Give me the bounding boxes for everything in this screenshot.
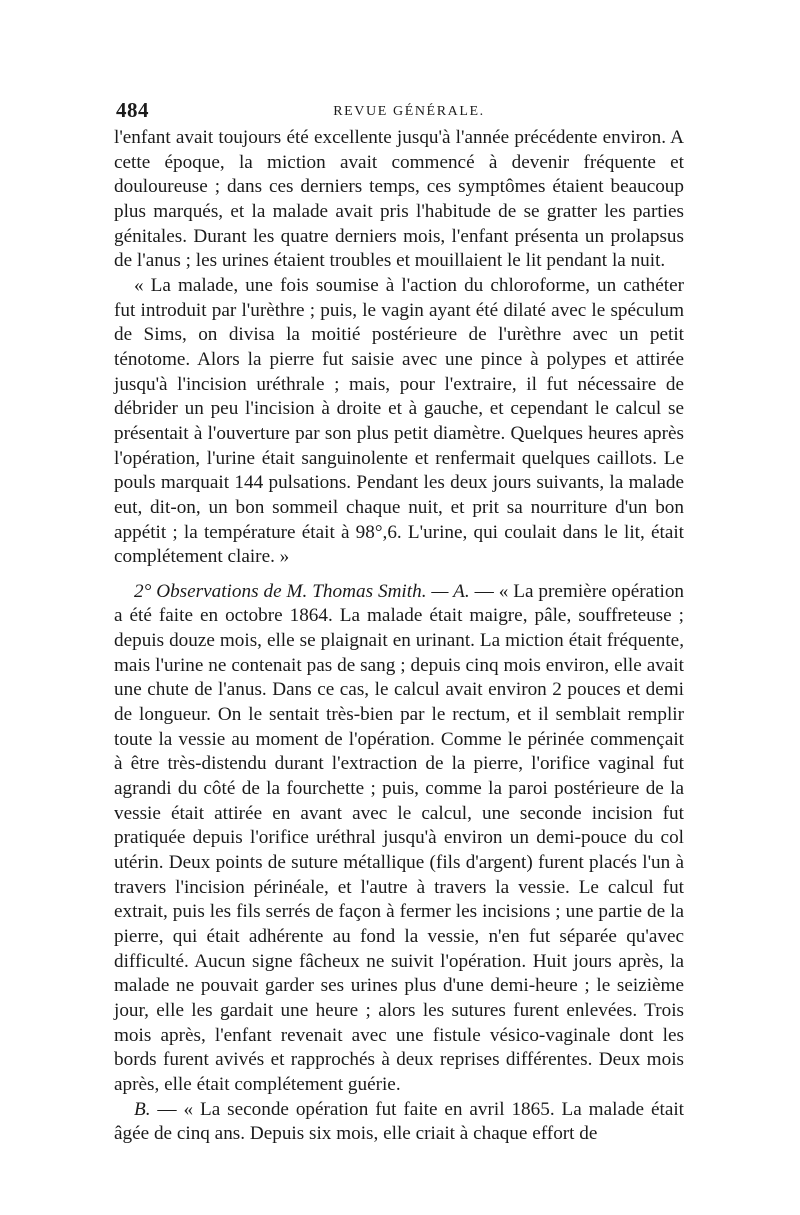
page-number: 484	[116, 98, 149, 122]
observation-heading: 2° Observations de M. Thomas Smith. — A.	[134, 580, 470, 602]
document-page	[114, 98, 684, 1147]
case-label: B.	[134, 1098, 151, 1120]
body-paragraph-3	[114, 580, 684, 1098]
case-text: — « La seconde opération fut faite en avril 1865. La malade était âgée de cinq ans. Depuis six mois, elle criait à chaque effort de	[114, 1098, 684, 1145]
body-paragraph-4	[114, 1098, 684, 1147]
observation-text: — « La première opération a été faite en octobre 1864. La malade était maigre, pâle, souffreteuse ; depuis douze mois, elle se plaignait en urinant. La miction était fréquente, mais l'urine ne contenait pas de sang ; depuis cinq mois environ, elle avait une chute de l'anus. Dans ce cas, le calcul avait environ 2 pouces et demi de longueur. On le sentait très-bien par le rectum, et il semblait remplir toute la vessie au moment de l'opération. Comme le périnée commençait à être très-distendu durant l'extraction de la pierre, l'orifice vaginal fut agrandi du côté de la fourchette ; puis, comme la paroi postérieure de la vessie était attirée en avant avec le calcul, une seconde incision fut pratiquée depuis l'orifice uréthral jusqu'à environ un demi-pouce du col utérin. Deux points de suture métallique (fils d'argent) furent placés l'un à travers l'incision périnéale, et l'autre à travers la vessie. Le calcul fut extrait, puis les fils serrés de façon à fermer les incisions ; une partie de la pierre, qui était adhérente au fond la vessie, n'en fut séparée qu'avec difficulté. Aucun signe fâcheux ne suivit l'opération. Huit jours après, la malade ne pouvait garder ses urines plus d'une demi-heure ; le seizième jour, elle les gardait une heure ; alors les sutures furent enlevées. Trois mois après, l'enfant revenait avec une fistule vésico-vaginale dont les bords furent avivés et rapprochés à deux reprises différentes. Deux mois après, elle était complétement guérie.	[114, 580, 685, 1095]
body-paragraph-1: l'enfant avait toujours été excellente jusqu'à l'année précédente environ. A cette époque, la miction avait commencé à devenir fréquente et douloureuse ; dans ces derniers temps, ces symptômes étaient beaucoup plus marqués, et la malade avait pris l'habitude de se gratter les parties génitales. Durant les quatre derniers mois, l'enfant présenta un prolapsus de l'anus ; les urines étaient troubles et mouillaient le lit pendant la nuit.	[114, 127, 684, 272]
journal-title: REVUE GÉNÉRALE.	[333, 104, 485, 119]
body-paragraph-2: « La malade, une fois soumise à l'action du chloroforme, un cathéter fut introduit par l'urèthre ; puis, le vagin ayant été dilaté avec le spéculum de Sims, on divisa la moitié postérieure de l'urèthre avec un petit ténotome. Alors la pierre fut saisie avec une pince à polypes et attirée jusqu'à l'incision uréthrale ; mais, pour l'extraire, il fut nécessaire de débrider un peu l'incision à droite et à gauche, et cependant le calcul se présentait à l'ouverture par son plus petit diamètre. Quelques heures après l'opération, l'urine était sanguinolente et renfermait quelques caillots. Le pouls marquait 144 pulsations. Pendant les deux jours suivants, la malade eut, dit-on, un bon sommeil chaque nuit, et prit sa nourriture d'un bon appétit ; la température était à 98°,6. L'urine, qui coulait dans le lit, était complétement claire. »	[114, 274, 684, 568]
running-header	[114, 98, 684, 124]
